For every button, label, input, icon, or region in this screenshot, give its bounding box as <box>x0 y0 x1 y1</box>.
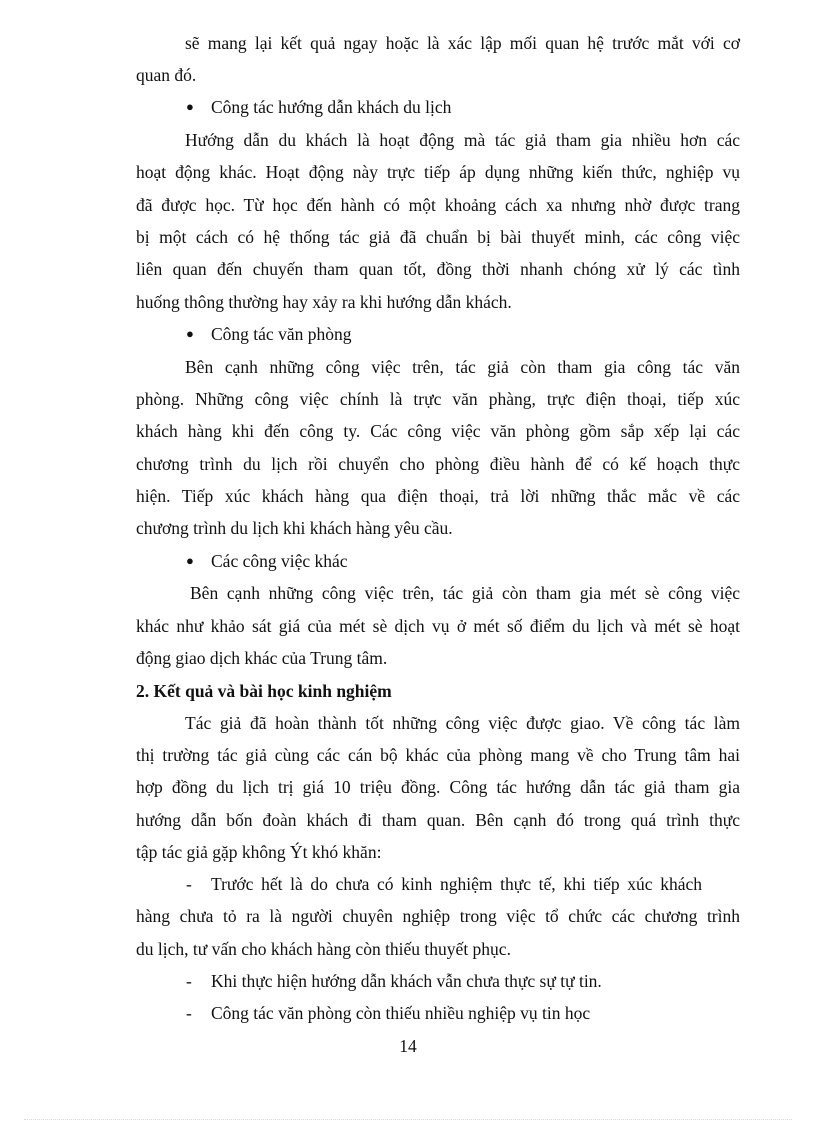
text-line: khách hàng khi đến công ty. Các công việc văn phòng gồm sắp xếp lại các <box>136 421 740 441</box>
text-line: Tác giả đã hoàn thành tốt những công việc được giao. Về công tác làm <box>185 713 740 733</box>
bullet-icon: ● <box>186 326 194 341</box>
text-line: Bên cạnh những công việc trên, tác giả còn tham gia mét sè công việc <box>190 583 740 603</box>
text-line: khác như khảo sát giá của mét sè dịch vụ ở mét số điểm du lịch và mét sè hoạt <box>136 616 740 636</box>
page-bottom-divider <box>24 1119 792 1120</box>
text-line: đã được học. Từ học đến hành có một khoảng cách xa nhưng nhờ được trang <box>136 195 740 215</box>
text-line: chương trình du lịch khi khách hàng yêu cầu. <box>136 518 453 538</box>
bullet-icon: ● <box>186 99 194 114</box>
text-line: Bên cạnh những công việc trên, tác giả còn tham gia công tác văn <box>185 357 740 377</box>
list-item-line: du lịch, tư vấn cho khách hàng còn thiếu thuyết phục. <box>136 939 511 959</box>
text-line: hoạt động khác. Hoạt động này trực tiếp áp dụng những kiến thức, nghiệp vụ <box>136 162 740 182</box>
bullet-icon: ● <box>186 553 194 568</box>
dash-marker: - <box>186 1003 192 1023</box>
text-line: hợp đồng du lịch trị giá 10 triệu đồng. Công tác hướng dẫn tác giả tham gia <box>136 777 740 797</box>
section-heading: 2. Kết quả và bài học kinh nghiệm <box>136 681 392 701</box>
list-item-line: Công tác văn phòng còn thiếu nhiều nghiệp vụ tin học <box>211 1003 591 1023</box>
dash-marker: - <box>186 874 192 894</box>
list-item-line: Trước hết là do chưa có kinh nghiệm thực tế, khi tiếp xúc khách <box>211 874 702 894</box>
list-item-line: Khi thực hiện hướng dẫn khách vẫn chưa thực sự tự tin. <box>211 971 602 991</box>
text-line: huống thông thường hay xảy ra khi hướng dẫn khách. <box>136 292 512 312</box>
text-line: sẽ mang lại kết quả ngay hoặc là xác lập mối quan hệ trước mắt với cơ <box>185 33 740 53</box>
bullet-item: Các công việc khác <box>211 551 348 571</box>
text-line: hiện. Tiếp xúc khách hàng qua điện thoại, trả lời những thắc mắc về các <box>136 486 740 506</box>
text-line: thị trường tác giả cùng các cán bộ khác của phòng mang về cho Trung tâm hai <box>136 745 740 765</box>
text-line: hướng dẫn bốn đoàn khách đi tham quan. Bên cạnh đó trong quá trình thực <box>136 810 740 830</box>
text-line: chương trình du lịch rồi chuyển cho phòng điều hành để có kế hoạch thực <box>136 454 740 474</box>
text-line: động giao dịch khác của Trung tâm. <box>136 648 388 668</box>
bullet-item: Công tác hướng dẫn khách du lịch <box>211 97 452 117</box>
text-line: bị một cách có hệ thống tác giả đã chuẩn bị bài thuyết minh, các công việc <box>136 227 740 247</box>
dash-marker: - <box>186 971 192 991</box>
list-item-line: hàng chưa tỏ ra là người chuyên nghiệp trong việc tổ chức các chương trình <box>136 906 740 926</box>
text-line: liên quan đến chuyến tham quan tốt, đồng thời nhanh chóng xử lý các tình <box>136 259 740 279</box>
text-line: quan đó. <box>136 65 197 85</box>
text-line: phòng. Những công việc chính là trực văn phàng, trực điện thoại, tiếp xúc <box>136 389 740 409</box>
text-line: tập tác giả gặp không Ýt khó khăn: <box>136 842 382 862</box>
page-number: 14 <box>399 1036 417 1056</box>
text-line: Hướng dẫn du khách là hoạt động mà tác giả tham gia nhiều hơn các <box>185 130 740 150</box>
bullet-item: Công tác văn phòng <box>211 324 352 344</box>
